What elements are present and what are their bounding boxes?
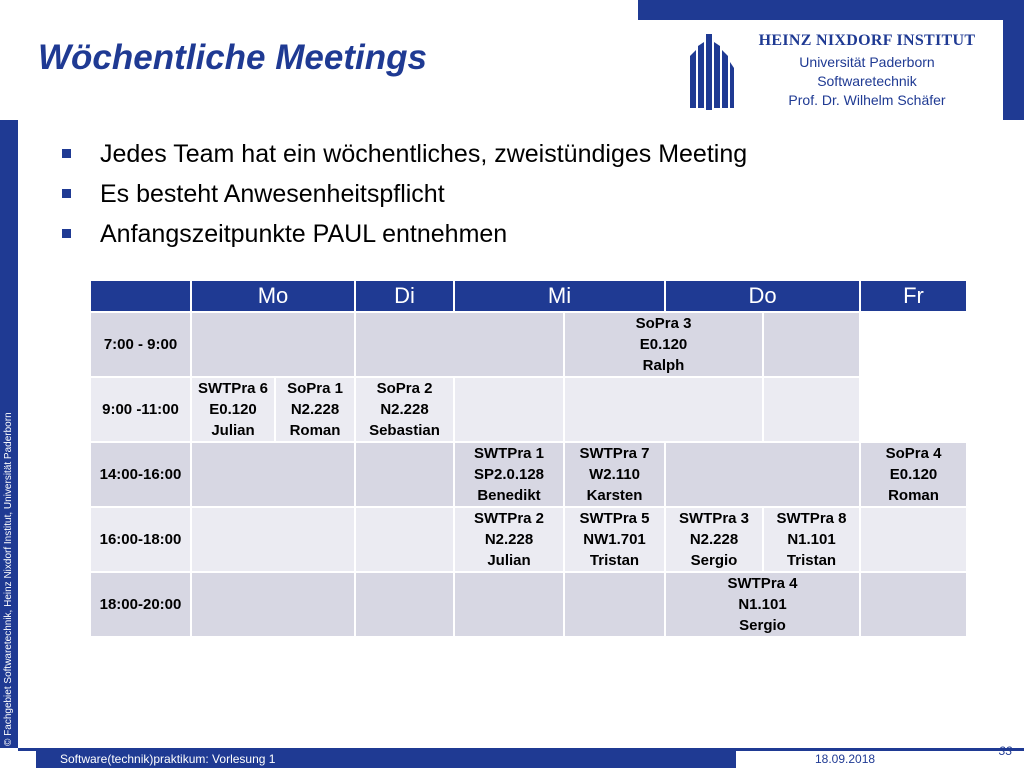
- schedule-row: [90, 572, 967, 637]
- meeting-cell: [564, 312, 763, 377]
- meeting-cell: [665, 507, 763, 572]
- empty-cell: [860, 572, 967, 637]
- meeting-room: N2.228: [290, 401, 340, 418]
- empty-cell: [355, 312, 564, 377]
- bullet-item: [62, 178, 962, 218]
- meeting-tutor: Tristan: [786, 552, 837, 569]
- empty-cell: [564, 377, 763, 442]
- meeting-cell: [191, 377, 275, 442]
- meeting-tutor: Karsten: [586, 487, 643, 504]
- meeting-tutor: Julian: [211, 422, 255, 439]
- meeting-tutor: Sergio: [690, 552, 738, 569]
- meeting-room: N2.228: [484, 531, 534, 548]
- meeting-team: SoPra 4: [885, 445, 942, 462]
- empty-cell: [454, 377, 564, 442]
- meeting-room: W2.110: [589, 466, 640, 483]
- empty-cell: [763, 377, 860, 442]
- meeting-team: SWTPra 5: [579, 510, 650, 527]
- meeting-cell: [275, 377, 355, 442]
- schedule-header-row: [90, 280, 967, 312]
- meeting-room: N2.228: [380, 401, 429, 418]
- institute-name: HEINZ NIXDORF INSTITUT: [758, 32, 976, 49]
- institute-department: Softwaretechnik: [817, 73, 917, 89]
- time-slot-label: 9:00 -11:00: [90, 377, 191, 442]
- header-day-di: Di: [355, 280, 454, 312]
- institute-university: Universität Paderborn: [799, 54, 935, 70]
- empty-cell: [860, 507, 967, 572]
- meeting-room: NW1.701: [583, 531, 646, 548]
- slide-title: Wöchentliche Meetings: [38, 38, 427, 77]
- schedule-row: [90, 377, 967, 442]
- time-slot-label: 18:00-20:00: [90, 572, 191, 637]
- bullet-text: Jedes Team hat ein wöchentliches, zweistündiges Meeting: [100, 140, 748, 168]
- footer-course: Software(technik)praktikum: Vorlesung 1: [36, 751, 736, 768]
- meeting-cell: [564, 442, 665, 507]
- slide-number: 33: [998, 744, 1012, 758]
- empty-cell: [763, 312, 860, 377]
- meeting-team: SWTPra 4: [727, 575, 798, 592]
- empty-cell: [665, 442, 860, 507]
- empty-cell: [355, 572, 454, 637]
- time-slot-label: 7:00 - 9:00: [90, 312, 191, 377]
- meeting-tutor: Roman: [289, 422, 341, 439]
- bullet-square-icon: [62, 189, 71, 198]
- empty-cell: [191, 507, 355, 572]
- bullet-text: Es besteht Anwesenheitspflicht: [100, 180, 445, 208]
- right-accent-bar: [1003, 0, 1024, 120]
- bullet-text: Anfangszeitpunkte PAUL entnehmen: [100, 220, 508, 248]
- header-day-mo: Mo: [191, 280, 355, 312]
- empty-cell: [454, 572, 564, 637]
- meeting-room: N1.101: [787, 531, 836, 548]
- meeting-tutor: Tristan: [589, 552, 640, 569]
- empty-cell: [191, 312, 355, 377]
- footer-date: 18.09.2018: [815, 752, 876, 766]
- meeting-cell: [860, 442, 967, 507]
- meeting-cell: [355, 377, 454, 442]
- header-day-do: Do: [665, 280, 860, 312]
- meeting-tutor: Sebastian: [369, 422, 440, 439]
- copyright-text: © Fachgebiet Softwaretechnik, Heinz Nixdorf Institut, Universität Paderborn: [3, 412, 14, 746]
- meeting-cell: [454, 442, 564, 507]
- meeting-team: SWTPra 6: [197, 380, 269, 397]
- meeting-team: SWTPra 8: [776, 510, 847, 527]
- meeting-cell: [564, 507, 665, 572]
- meeting-cell: [763, 507, 860, 572]
- bullet-list: [62, 138, 962, 258]
- header-day-fr: Fr: [860, 280, 967, 312]
- institute-logo-icon: [690, 32, 734, 112]
- meeting-tutor: Roman: [888, 487, 939, 504]
- bullet-square-icon: [62, 229, 71, 238]
- time-slot-label: 16:00-18:00: [90, 507, 191, 572]
- empty-cell: [355, 442, 454, 507]
- empty-cell: [355, 507, 454, 572]
- schedule-row: [90, 507, 967, 572]
- schedule-row: [90, 312, 967, 377]
- meeting-room: E0.120: [889, 466, 938, 483]
- bullet-square-icon: [62, 149, 71, 158]
- empty-cell: [191, 572, 355, 637]
- header-corner: [90, 280, 191, 312]
- time-slot-label: 14:00-16:00: [90, 442, 191, 507]
- meeting-cell: [665, 572, 860, 637]
- meeting-tutor: Sergio: [739, 617, 786, 634]
- meeting-room: SP2.0.128: [473, 466, 545, 483]
- meeting-schedule-table: [89, 279, 968, 638]
- meeting-room: N2.228: [689, 531, 739, 548]
- bullet-item: [62, 218, 962, 258]
- meeting-team: SoPra 1: [287, 380, 343, 397]
- meeting-room: N1.101: [738, 596, 787, 613]
- meeting-room: E0.120: [209, 401, 257, 418]
- meeting-tutor: Ralph: [642, 357, 685, 374]
- institute-professor: Prof. Dr. Wilhelm Schäfer: [788, 92, 946, 108]
- meeting-team: SoPra 2: [376, 380, 433, 397]
- institute-logo-block: [690, 24, 990, 116]
- top-accent-bar: [638, 0, 1024, 20]
- schedule-body: [90, 312, 967, 637]
- meeting-team: SWTPra 7: [579, 445, 650, 462]
- meeting-team: SoPra 3: [635, 315, 692, 332]
- bullet-item: [62, 138, 962, 178]
- meeting-tutor: Benedikt: [477, 487, 541, 504]
- meeting-team: SWTPra 1: [473, 445, 545, 462]
- meeting-team: SWTPra 2: [473, 510, 545, 527]
- schedule-row: [90, 442, 967, 507]
- header-day-mi: Mi: [454, 280, 665, 312]
- meeting-room: E0.120: [639, 336, 688, 353]
- empty-cell: [191, 442, 355, 507]
- meeting-team: SWTPra 3: [678, 510, 750, 527]
- meeting-tutor: Julian: [487, 552, 531, 569]
- empty-cell: [564, 572, 665, 637]
- meeting-cell: [454, 507, 564, 572]
